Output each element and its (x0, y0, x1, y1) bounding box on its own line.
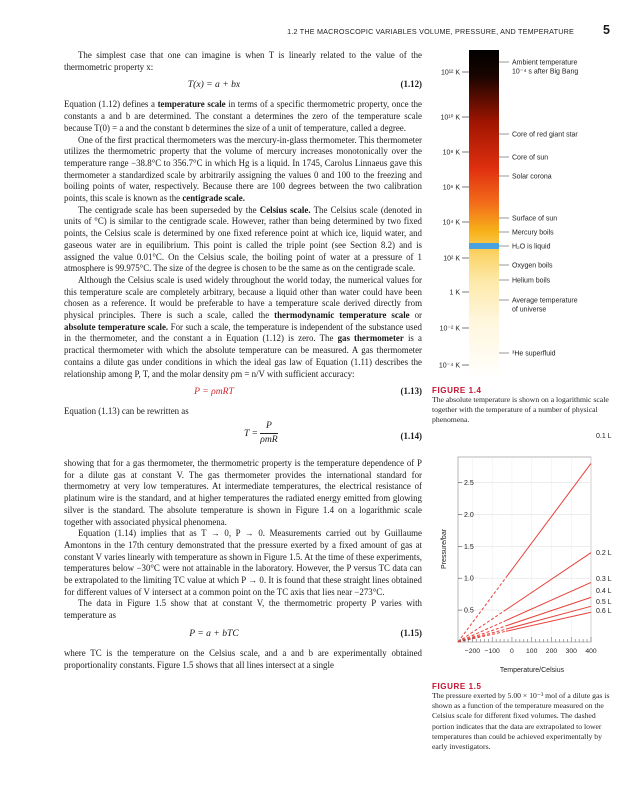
figure-caption: The absolute temperature is shown on a logarithmic scale together with the temperature of a number of physical phenomena. (432, 395, 609, 425)
paragraph: The simplest case that one can imagine is when T is linearly related to the value of the thermometric property x: (64, 50, 422, 72)
series-label: 0.1 L (596, 433, 612, 440)
paragraph: The centigrade scale has been superseded by the Celsius scale. The Celsius scale (denoted in units of °C) is similar to the centigrade scale. However, rather than being determined by two fixed points, the Celsius scale is determined by one fixed reference point at which ice, liquid water, and gaseous water are in equilibrium. This point is called the triple point (see Section 8.2) and is assigned the value 0.01°C. On the Celsius scale, the boiling point of water at a pressure of 1 atmosphere is 99.975°C. The size of the degree is chosen to be the same as on the centigrade scale. (64, 204, 422, 274)
equation-1-14 (64, 418, 422, 458)
term-centigrade-scale: centigrade scale. (182, 193, 245, 204)
equation-formula: T(x) = a + bx (187, 79, 241, 91)
series-label: 0.5 L (596, 599, 612, 606)
series-label: 0.2 L (596, 550, 612, 557)
main-text-column (64, 50, 422, 671)
annotation-label: Helium boils (512, 277, 551, 285)
paragraph: showing that for a gas thermometer, the thermometric property is the temperature dependence of P for a dilute gas at constant V. The gas thermometer provides the international standard for thermometry at very low temperatures. At intermediate temperatures, the electrical resistance of platinum wire is the standard, and at higher temperatures the radiated energy emitted from glowing silver is the standard. The absolute temperature is shown in Figure 1.4 on a logarithmic scale together with associated physical phenomena. (64, 457, 422, 527)
equation-number: (1.14) (400, 430, 422, 441)
denominator: ρmR (260, 433, 278, 445)
figure-1-5-caption (432, 682, 612, 752)
equation-1-15 (64, 622, 422, 648)
annotation-label: Oxygen boils (512, 262, 553, 270)
series-label: 0.3 L (596, 576, 612, 583)
axis-label: 10² K (443, 255, 460, 263)
y-tick-label: 2.0 (464, 511, 474, 519)
figure-1-4-caption (432, 386, 612, 426)
y-axis-label: Pressure/bar (441, 528, 448, 570)
annotation-label: Mercury boils (512, 229, 554, 237)
axis-label: 10⁴ K (442, 219, 460, 227)
y-tick-label: 1.5 (464, 543, 474, 551)
paragraph: Equation (1.14) implies that as T → 0, P → 0. Measurements carried out by Guillaume Amontons in the 17th century demonstrated that the pressure exerted by a fixed amount of gas at constant V varies linearly with temperature as shown in Figure 1.5. At the time of these experiments, temperatures below −30°C were not attainable in the laboratory. However, the P versus TC data can be extrapolated to the limiting TC value at which P → 0. It is found that these straight lines obtained for different values of V intersect at a common point on the TC axis that lies near −273°C. (64, 528, 422, 597)
annotation-label: Core of red giant star (512, 131, 578, 139)
temperature-color-bar (469, 50, 499, 380)
axis-label: 10⁸ K (442, 149, 460, 157)
paragraph: One of the first practical thermometers was the mercury-in-glass thermometer. This thermometer utilizes the thermometric property that the volume of mercury increases monotonically over the temperature range −38.8°C to 356.7°C in which Hg is a liquid. In 1745, Carolus Linnaeus gave this thermometer a standardized scale by arbitrarily assigning the values 0 and 100 to the freezing and boiling points of water, respectively. Because there are 100 degrees between the two calibration points, this scale is known as the centigrade scale. (64, 134, 422, 204)
x-tick-label: −200 (464, 648, 481, 655)
annotation-label: 10⁻⁴ s after Big Bang (512, 68, 579, 76)
term-absolute-scale: absolute temperature scale. (64, 321, 169, 332)
series-label: 0.4 L (596, 588, 612, 595)
annotation-label: ³He superfluid (512, 350, 556, 358)
equation-lhs: T = (244, 427, 259, 439)
axis-label: 10¹² K (440, 69, 460, 77)
paragraph: The data in Figure 1.5 show that at constant V, the thermometric property P varies with temperature as (64, 598, 422, 621)
term-gas-thermometer: gas thermometer (337, 333, 404, 344)
y-tick-label: 0.5 (464, 607, 474, 615)
axis-label: 1 K (449, 289, 460, 297)
x-tick-label: −100 (484, 648, 500, 655)
x-tick-label: 100 (526, 648, 538, 655)
equation-formula: P = a + bTC (189, 627, 239, 639)
page-number: 5 (603, 23, 610, 37)
equation-1-13 (64, 380, 422, 406)
axis-label: 10⁻⁴ K (438, 362, 460, 370)
paragraph: Equation (1.12) defines a temperature scale in terms of a specific thermometric property, once the constants a and b are determined. The constant a determines the zero of the temperature scale because T(0) = a and the constant b determines the size of a unit of temperature, called a degree. (64, 99, 422, 133)
equation-formula: P = ρmRT (194, 386, 234, 398)
y-tick-label: 1.0 (464, 575, 474, 583)
x-tick-label: 300 (565, 648, 577, 655)
annotation-label: Ambient temperature (512, 59, 578, 67)
figure-1-4-temperature-scale (430, 50, 620, 380)
water-liquid-band (469, 243, 499, 249)
paragraph: Although the Celsius scale is used widely throughout the world today, the numerical values for this temperature scale are completely arbitrary, because a liquid other than water could have been chosen as a reference. It would be preferable to have a temperature scale derived directly from physical principles. There is such a scale, called the thermodynamic temperature scale or absolute temperature scale. For such a scale, the temperature is independent of the substance used in the thermometer, and the constant a in Equation (1.12) is zero. The gas thermometer is a practical thermometer with which the absolute temperature can be measured. A gas thermometer contains a dilute gas under conditions in which the ideal gas law of Equation (1.11) describes the relationship among P, T, and the molar density ρm = n/V with sufficient accuracy: (64, 274, 422, 379)
equation-number: (1.15) (400, 627, 422, 638)
figure-title: FIGURE 1.4 (432, 386, 482, 395)
term-thermodynamic-scale: thermodynamic temperature scale (274, 310, 410, 321)
figure-caption: The pressure exerted by 5.00 × 10⁻³ mol of a dilute gas is shown as a function of the temperature measured on the Celsius scale for different fixed volumes. The dashed portion indicates that the data are extrapolated to lower temperatures than could be achieved experimentally by early investigators. (432, 691, 610, 752)
fraction (244, 420, 278, 445)
annotation-label: Surface of sun (512, 215, 558, 223)
term-temperature-scale: temperature scale (157, 99, 226, 110)
annotation-label: Solar corona (512, 173, 552, 181)
term-celsius-scale: Celsius scale. (259, 204, 311, 215)
x-tick-label: 0 (510, 648, 514, 655)
axis-label: 10⁶ K (442, 184, 460, 192)
numerator: P (260, 420, 278, 434)
annotation-label: Average temperature (512, 297, 578, 305)
annotation-label: Core of sun (512, 154, 549, 162)
paragraph: Equation (1.13) can be rewritten as (64, 406, 189, 417)
equation-1-12 (64, 73, 422, 99)
annotation-label: of universe (512, 306, 547, 314)
paragraph: where TC is the temperature on the Celsius scale, and a and b are experimentally obtained proportionality constants. Figure 1.5 shows that all lines intersect at a single (64, 647, 422, 670)
series-label: 0.6 L (596, 608, 612, 615)
page-header (0, 22, 626, 42)
y-tick-label: 2.5 (464, 480, 474, 488)
annotation-label: H₂O is liquid (512, 243, 551, 251)
running-title: 1.2 THE MACROSCOPIC VARIABLES VOLUME, PRESSURE, AND TEMPERATURE (287, 27, 574, 36)
figure-title: FIGURE 1.5 (432, 682, 482, 691)
axis-label: 10¹⁰ K (440, 114, 460, 122)
equation-number: (1.13) (400, 386, 422, 397)
x-tick-label: 200 (545, 648, 558, 655)
x-tick-label: 400 (585, 648, 597, 655)
equation-number: (1.12) (400, 79, 422, 90)
x-axis-label: Temperature/Celsius (499, 667, 565, 674)
axis-label: 10⁻² K (439, 325, 460, 333)
